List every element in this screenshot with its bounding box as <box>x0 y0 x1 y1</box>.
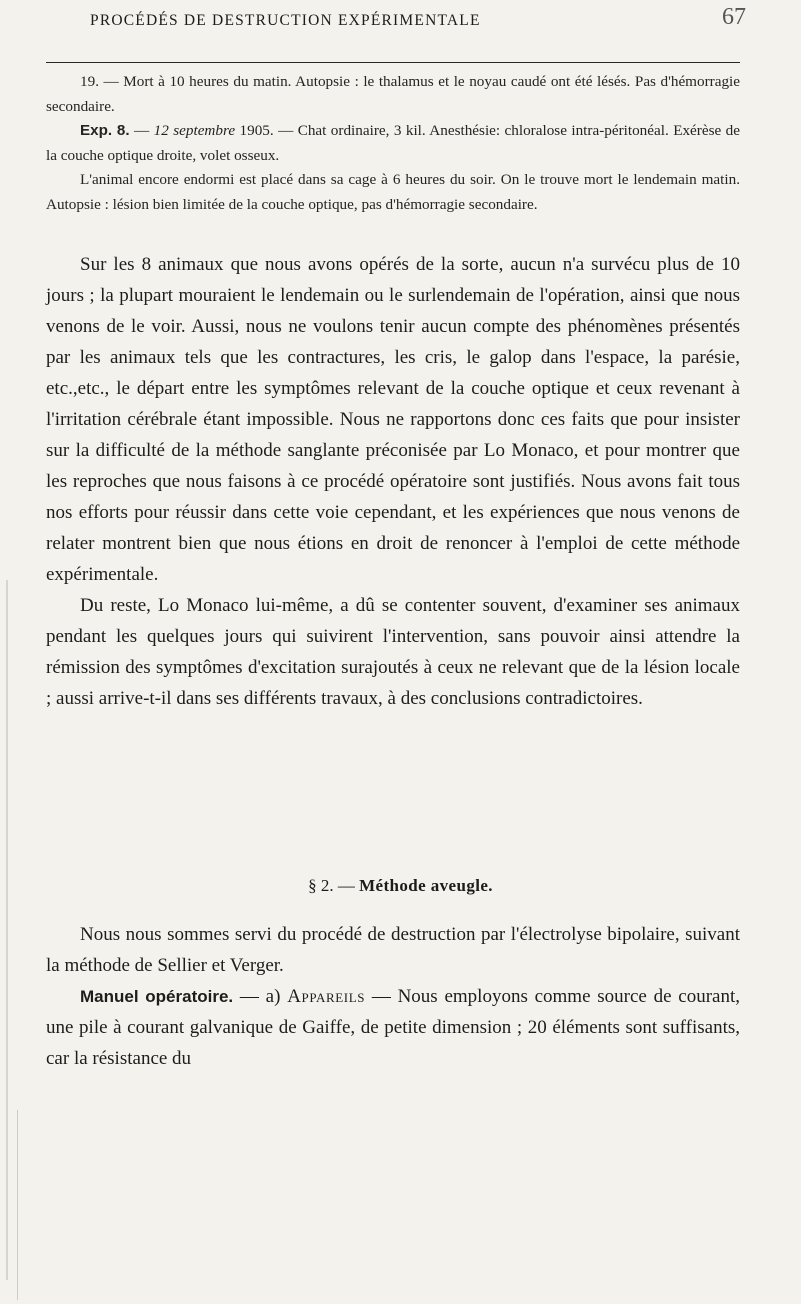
header-rule <box>46 62 740 63</box>
page-number: 67 <box>722 4 746 30</box>
main-text <box>46 249 740 714</box>
note-paragraph: L'animal encore endormi est placé dans sa cage à 6 heures du soir. On le trouve mort le lendemain matin. Autopsie : lésion bien limitée de la couche optique, pas d'hémorragie secondaire. <box>46 171 740 213</box>
section-number: § 2. — <box>308 876 355 895</box>
running-title: PROCÉDÉS DE DESTRUCTION EXPÉRIMENTALE <box>90 12 481 29</box>
body-paragraph: Nous nous sommes servi du procédé de destruction par l'électrolyse bipolaire, suivant la méthode de Sellier et Verger. <box>46 924 740 976</box>
appareils-caps: Appareils <box>287 986 366 1007</box>
page-edge-shadow <box>17 1110 18 1300</box>
note-paragraph-exp8: Exp. 8. — 12 septembre 1905. — Chat ordinaire, 3 kil. Anesthésie: chloralose intra-péritonéal. Exérèse de la couche optique droite, volet osseux. <box>46 122 741 164</box>
manuel-text: — Nous employons comme source de courant, une pile à courant galvanique de Gaiffe, de petite dimension ; 20 éléments sont suffisants, car la résistance du <box>46 986 741 1069</box>
experiment-text: 1905. — Chat ordinaire, 3 kil. Anesthésie: chloralose intra-péritonéal. Exérèse de la couche optique droite, volet osseux. <box>46 122 741 164</box>
section-heading <box>0 876 801 896</box>
manuel-lead: Manuel opératoire. <box>80 987 234 1006</box>
body-paragraph-manuel <box>46 981 740 1074</box>
experiment-label: Exp. 8. <box>80 122 130 139</box>
page-edge-shadow <box>6 580 8 1280</box>
body-paragraph: Sur les 8 animaux que nous avons opérés de la sorte, aucun n'a survécu plus de 10 jours ; la plupart mouraient le lendemain ou le surlendemain de l'opération, ainsi que nous venons de le voir. Aussi, nous ne voulons tenir aucun compte des phénomènes présentés par les animaux tels que les contractures, les cris, le galop dans l'espace, la parésie, etc.,etc., le départ entre les symptômes relevant de la couche optique et ceux revenant à l'irritation cérébrale étant impossible. Nous ne rapportons donc ces faits que pour insister sur la difficulté de la méthode sanglante préconisée par Lo Monaco, et pour montrer que les reproches que nous faisons à ce procédé opératoire sont justifiés. Nous avons fait tous nos efforts pour réussir dans cette voie cependant, et les expériences que nous venons de relater montrent bien que nous étions en droit de renoncer à l'emploi de cette méthode expérimentale. <box>46 254 740 585</box>
body-paragraph: Du reste, Lo Monaco lui-même, a dû se contenter souvent, d'examiner ses animaux pendant les quelques jours qui suivirent l'intervention, sans pouvoir ainsi attendre la rémission des symptômes d'excitation surajoutés à ceux ne relevant que de la lésion locale ; aussi arrive-t-il dans ses différents travaux, à des conclusions contradictoires. <box>46 595 740 709</box>
note-paragraph: 19. — Mort à 10 heures du matin. Autopsie : le thalamus et le noyau caudé ont été lésés. Pas d'hémorragie secondaire. <box>46 73 740 115</box>
experiment-date: 12 septembre <box>153 122 236 139</box>
section-text <box>46 919 740 1074</box>
experiment-notes <box>46 70 740 217</box>
manuel-dash: — a) <box>233 986 288 1007</box>
section-title: Méthode aveugle. <box>359 876 493 895</box>
